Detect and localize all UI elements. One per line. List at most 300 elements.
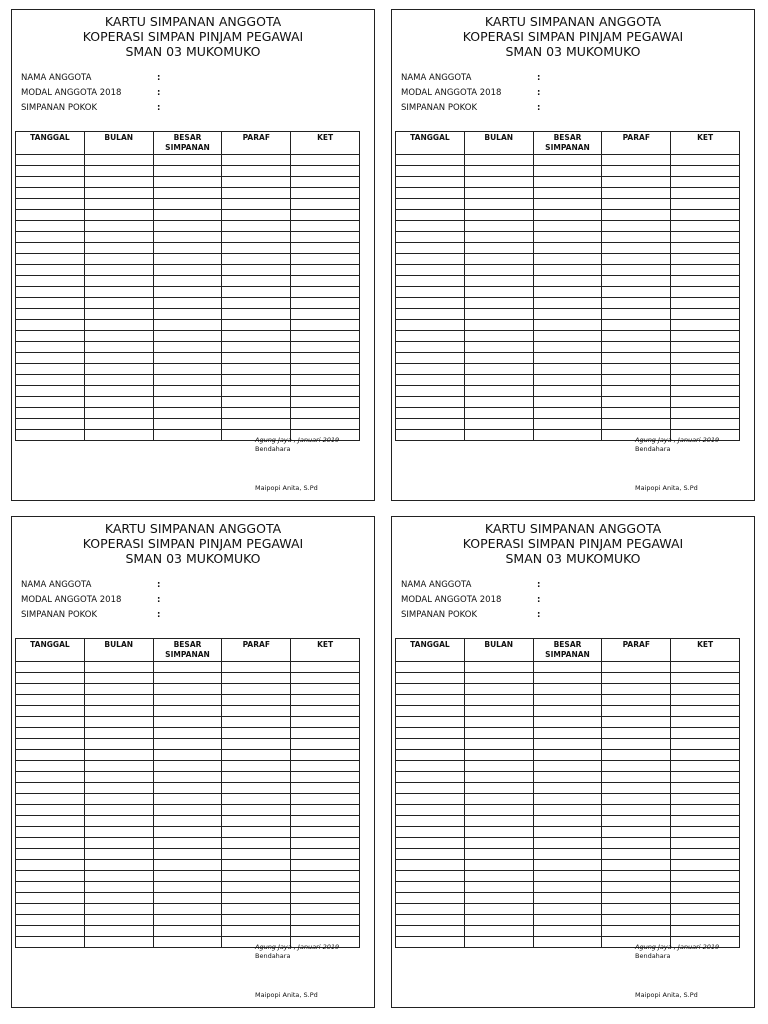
member-field	[401, 71, 541, 86]
table-cell	[671, 419, 740, 430]
table-cell	[602, 695, 671, 706]
table-cell	[533, 739, 602, 750]
table-cell	[602, 419, 671, 430]
table-row	[396, 805, 740, 816]
table-cell	[602, 860, 671, 871]
table-cell	[222, 904, 291, 915]
table-row	[396, 320, 740, 331]
table-cell	[533, 871, 602, 882]
table-row	[16, 772, 360, 783]
column-header: TANGGAL	[16, 639, 85, 662]
table-cell	[153, 166, 222, 177]
table-cell	[153, 331, 222, 342]
table-cell	[291, 276, 360, 287]
table-cell	[84, 276, 153, 287]
table-row	[16, 761, 360, 772]
table-row	[396, 375, 740, 386]
table-row	[16, 662, 360, 673]
table-cell	[602, 320, 671, 331]
table-cell	[464, 155, 533, 166]
table-cell	[602, 706, 671, 717]
table-cell	[602, 331, 671, 342]
table-cell	[602, 783, 671, 794]
table-cell	[291, 728, 360, 739]
table-cell	[16, 673, 85, 684]
table-cell	[84, 893, 153, 904]
table-cell	[222, 761, 291, 772]
table-cell	[533, 805, 602, 816]
table-cell	[671, 254, 740, 265]
table-cell	[464, 254, 533, 265]
table-cell	[16, 805, 85, 816]
table-cell	[533, 904, 602, 915]
table-cell	[16, 254, 85, 265]
table-cell	[84, 232, 153, 243]
table-cell	[153, 309, 222, 320]
table-row	[16, 188, 360, 199]
card-title-line: KOPERASI SIMPAN PINJAM PEGAWAI	[82, 29, 304, 44]
table-row	[16, 849, 360, 860]
place-date: Agung Jaya , Januari 2019	[635, 436, 720, 444]
field-label: MODAL ANGGOTA 2018	[401, 88, 502, 98]
table-cell	[153, 838, 222, 849]
table-cell	[602, 904, 671, 915]
table-cell	[84, 408, 153, 419]
table-cell	[153, 375, 222, 386]
table-cell	[396, 838, 465, 849]
savings-table	[15, 131, 360, 441]
table-cell	[291, 761, 360, 772]
table-row	[396, 706, 740, 717]
table-row	[396, 882, 740, 893]
table-cell	[291, 717, 360, 728]
table-cell	[533, 210, 602, 221]
signature-block	[635, 943, 719, 960]
table-cell	[16, 221, 85, 232]
table-cell	[464, 353, 533, 364]
table-row	[396, 772, 740, 783]
table-cell	[602, 155, 671, 166]
table-cell	[396, 827, 465, 838]
table-cell	[396, 210, 465, 221]
table-row	[16, 331, 360, 342]
column-header: BESAR SIMPANAN	[153, 639, 222, 662]
table-cell	[222, 860, 291, 871]
table-cell	[291, 794, 360, 805]
table-cell	[291, 331, 360, 342]
member-info	[401, 71, 541, 116]
table-cell	[222, 320, 291, 331]
table-cell	[602, 243, 671, 254]
table-cell	[84, 849, 153, 860]
table-cell	[84, 386, 153, 397]
table-cell	[533, 419, 602, 430]
table-cell	[16, 882, 85, 893]
table-cell	[222, 375, 291, 386]
table-cell	[153, 199, 222, 210]
table-cell	[671, 926, 740, 937]
table-cell	[291, 320, 360, 331]
table-cell	[671, 695, 740, 706]
table-cell	[84, 695, 153, 706]
table-cell	[16, 860, 85, 871]
table-row	[16, 827, 360, 838]
column-header: BULAN	[84, 639, 153, 662]
table-cell	[533, 926, 602, 937]
table-cell	[153, 188, 222, 199]
table-cell	[222, 871, 291, 882]
table-cell	[291, 783, 360, 794]
table-cell	[396, 419, 465, 430]
table-cell	[153, 276, 222, 287]
table-cell	[533, 254, 602, 265]
member-info	[21, 71, 161, 116]
table-header-row	[16, 639, 360, 662]
table-cell	[16, 419, 85, 430]
field-label: SIMPANAN POKOK	[21, 103, 98, 113]
table-cell	[291, 871, 360, 882]
table-cell	[396, 695, 465, 706]
table-header-row	[16, 132, 360, 155]
table-row	[16, 221, 360, 232]
column-header: KET	[671, 132, 740, 155]
card-title	[392, 14, 754, 59]
table-cell	[671, 838, 740, 849]
table-row	[396, 221, 740, 232]
signer-name: Maipopi Anita, S.Pd	[635, 484, 698, 492]
table-body	[396, 155, 740, 441]
table-cell	[671, 849, 740, 860]
table-cell	[16, 684, 85, 695]
table-cell	[602, 254, 671, 265]
table-cell	[602, 816, 671, 827]
table-cell	[602, 221, 671, 232]
table-cell	[671, 342, 740, 353]
table-cell	[153, 882, 222, 893]
table-cell	[602, 827, 671, 838]
column-header: BULAN	[84, 132, 153, 155]
table-cell	[153, 419, 222, 430]
table-cell	[222, 783, 291, 794]
table-cell	[602, 739, 671, 750]
signer-role: Bendahara	[635, 951, 671, 960]
table-cell	[671, 243, 740, 254]
table-cell	[222, 342, 291, 353]
table-cell	[153, 772, 222, 783]
table-cell	[602, 177, 671, 188]
table-cell	[16, 232, 85, 243]
table-row	[16, 706, 360, 717]
table-cell	[533, 353, 602, 364]
table-row	[396, 783, 740, 794]
table-cell	[84, 309, 153, 320]
table-cell	[602, 364, 671, 375]
table-cell	[671, 298, 740, 309]
table-row	[396, 199, 740, 210]
table-cell	[602, 926, 671, 937]
table-cell	[153, 893, 222, 904]
table-row	[16, 232, 360, 243]
table-cell	[222, 684, 291, 695]
table-cell	[533, 155, 602, 166]
table-cell	[222, 926, 291, 937]
table-cell	[602, 210, 671, 221]
table-cell	[16, 199, 85, 210]
table-cell	[396, 739, 465, 750]
table-cell	[153, 287, 222, 298]
table-cell	[222, 408, 291, 419]
table-cell	[396, 188, 465, 199]
table-row	[16, 739, 360, 750]
table-cell	[464, 673, 533, 684]
table-cell	[671, 276, 740, 287]
table-cell	[602, 342, 671, 353]
table-row	[16, 419, 360, 430]
table-row	[396, 838, 740, 849]
field-colon: :	[537, 580, 541, 590]
table-cell	[84, 342, 153, 353]
table-cell	[464, 805, 533, 816]
table-cell	[84, 915, 153, 926]
table-cell	[533, 761, 602, 772]
table-cell	[84, 794, 153, 805]
table-cell	[16, 353, 85, 364]
table-cell	[222, 177, 291, 188]
table-row	[16, 673, 360, 684]
table-cell	[464, 364, 533, 375]
field-label: MODAL ANGGOTA 2018	[401, 595, 502, 605]
table-cell	[602, 397, 671, 408]
column-header: BULAN	[464, 639, 533, 662]
table-row	[16, 695, 360, 706]
table-cell	[291, 860, 360, 871]
table-cell	[291, 673, 360, 684]
table-cell	[602, 728, 671, 739]
table-row	[396, 684, 740, 695]
table-cell	[84, 750, 153, 761]
table-cell	[396, 915, 465, 926]
table-cell	[84, 871, 153, 882]
table-row	[396, 166, 740, 177]
column-header: TANGGAL	[16, 132, 85, 155]
table-row	[16, 155, 360, 166]
table-cell	[602, 893, 671, 904]
table-cell	[291, 199, 360, 210]
table-cell	[16, 783, 85, 794]
table-cell	[671, 177, 740, 188]
table-cell	[153, 739, 222, 750]
table-cell	[84, 805, 153, 816]
table-cell	[84, 243, 153, 254]
table-cell	[602, 772, 671, 783]
table-cell	[602, 265, 671, 276]
table-cell	[396, 904, 465, 915]
table-cell	[602, 166, 671, 177]
place-date: Agung Jaya , Januari 2019	[635, 943, 720, 951]
table-cell	[291, 386, 360, 397]
table-cell	[533, 188, 602, 199]
table-row	[396, 397, 740, 408]
table-row	[16, 276, 360, 287]
table-cell	[153, 794, 222, 805]
table-header-row	[396, 132, 740, 155]
table-cell	[84, 673, 153, 684]
table-cell	[16, 750, 85, 761]
table-cell	[291, 805, 360, 816]
savings-card	[391, 9, 755, 501]
table-row	[16, 320, 360, 331]
table-cell	[671, 232, 740, 243]
signer-name: Maipopi Anita, S.Pd	[255, 484, 318, 492]
card-title-line: SMAN 03 MUKOMUKO	[505, 551, 641, 566]
table-cell	[291, 353, 360, 364]
table-cell	[16, 408, 85, 419]
table-cell	[464, 882, 533, 893]
table-cell	[533, 342, 602, 353]
table-cell	[153, 662, 222, 673]
table-cell	[153, 783, 222, 794]
signature-block	[255, 943, 339, 960]
table-cell	[153, 827, 222, 838]
card-title-line: KARTU SIMPANAN ANGGOTA	[104, 521, 282, 536]
table-row	[396, 188, 740, 199]
table-row	[16, 364, 360, 375]
table-cell	[396, 221, 465, 232]
table-cell	[533, 408, 602, 419]
table-cell	[671, 364, 740, 375]
table-cell	[464, 761, 533, 772]
table-cell	[153, 364, 222, 375]
table-cell	[222, 254, 291, 265]
table-cell	[464, 860, 533, 871]
savings-table	[395, 638, 740, 948]
table-row	[16, 717, 360, 728]
member-info	[21, 578, 161, 623]
table-cell	[222, 662, 291, 673]
card-title-line: KOPERASI SIMPAN PINJAM PEGAWAI	[82, 536, 304, 551]
table-cell	[464, 838, 533, 849]
table-cell	[291, 243, 360, 254]
table-cell	[602, 276, 671, 287]
table-cell	[16, 298, 85, 309]
table-body	[16, 662, 360, 948]
table-row	[16, 375, 360, 386]
table-cell	[396, 761, 465, 772]
table-cell	[671, 750, 740, 761]
table-row	[396, 849, 740, 860]
table-cell	[533, 838, 602, 849]
table-cell	[16, 816, 85, 827]
table-cell	[153, 673, 222, 684]
table-body	[16, 155, 360, 441]
table-cell	[396, 937, 465, 948]
table-cell	[533, 772, 602, 783]
table-cell	[222, 673, 291, 684]
table-row	[16, 893, 360, 904]
table-cell	[222, 364, 291, 375]
table-cell	[464, 375, 533, 386]
table-cell	[222, 706, 291, 717]
table-cell	[396, 783, 465, 794]
member-field	[401, 578, 541, 593]
table-cell	[671, 155, 740, 166]
table-row	[16, 408, 360, 419]
table-cell	[153, 915, 222, 926]
table-cell	[464, 871, 533, 882]
table-cell	[671, 893, 740, 904]
table-cell	[396, 276, 465, 287]
savings-card	[11, 9, 375, 501]
table-cell	[222, 893, 291, 904]
table-cell	[396, 397, 465, 408]
table-cell	[671, 871, 740, 882]
table-cell	[291, 915, 360, 926]
table-cell	[291, 155, 360, 166]
table-cell	[602, 684, 671, 695]
table-cell	[222, 232, 291, 243]
column-header: BESAR SIMPANAN	[153, 132, 222, 155]
table-cell	[671, 915, 740, 926]
card-title-line: KARTU SIMPANAN ANGGOTA	[104, 14, 282, 29]
table-cell	[16, 739, 85, 750]
table-cell	[671, 728, 740, 739]
table-cell	[464, 265, 533, 276]
table-cell	[84, 684, 153, 695]
table-row	[396, 662, 740, 673]
table-cell	[396, 342, 465, 353]
table-row	[396, 739, 740, 750]
table-cell	[464, 408, 533, 419]
table-cell	[153, 849, 222, 860]
table-cell	[84, 772, 153, 783]
table-row	[396, 155, 740, 166]
table-row	[16, 254, 360, 265]
table-cell	[396, 199, 465, 210]
table-cell	[153, 232, 222, 243]
table-cell	[291, 662, 360, 673]
table-cell	[291, 408, 360, 419]
table-cell	[222, 717, 291, 728]
table-row	[396, 298, 740, 309]
field-colon: :	[157, 73, 161, 83]
table-cell	[16, 276, 85, 287]
table-row	[396, 177, 740, 188]
table-cell	[396, 155, 465, 166]
table-row	[396, 287, 740, 298]
table-cell	[84, 364, 153, 375]
savings-table	[395, 131, 740, 441]
table-cell	[533, 750, 602, 761]
table-cell	[602, 915, 671, 926]
table-cell	[533, 717, 602, 728]
table-cell	[84, 210, 153, 221]
table-row	[396, 827, 740, 838]
table-cell	[533, 893, 602, 904]
table-cell	[533, 783, 602, 794]
table-cell	[533, 364, 602, 375]
table-cell	[84, 662, 153, 673]
table-cell	[671, 882, 740, 893]
table-cell	[16, 717, 85, 728]
table-cell	[396, 805, 465, 816]
table-cell	[84, 287, 153, 298]
table-cell	[464, 221, 533, 232]
table-cell	[16, 364, 85, 375]
table-cell	[222, 243, 291, 254]
table-cell	[464, 397, 533, 408]
table-row	[396, 353, 740, 364]
savings-card	[11, 516, 375, 1008]
